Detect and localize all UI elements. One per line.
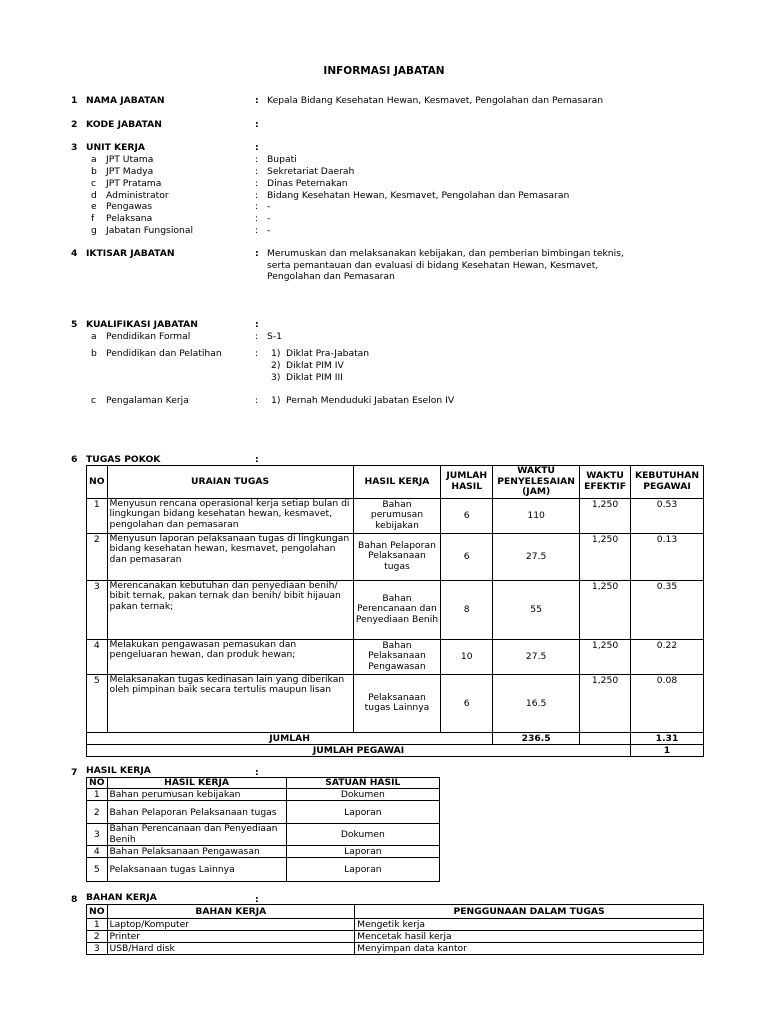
cell-jumlah: 6 xyxy=(441,674,493,732)
table-header-row xyxy=(87,778,440,789)
cell-uraian: Merencanakan kebutuhan dan penyediaan benih/ bibit ternak, pakan ternak dan benih/ bibit hijauan pakan ternak; xyxy=(107,580,353,639)
cell-hasil: Bahan perumusan kebijakan xyxy=(107,789,286,801)
bahan-kerja-table xyxy=(86,904,704,955)
cell-bahan: Laptop/Komputer xyxy=(107,919,355,931)
item-value: Bidang Kesehatan Hewan, Kesmavet, Pengolahan dan Pemasaran xyxy=(267,190,570,201)
cell-waktu: 110 xyxy=(493,498,580,533)
cell-uraian: Menyusun laporan pelaksanaan tugas di lingkungan bidang kesehatan hewan, kesmavet, pengolahan dan pemasaran xyxy=(107,533,353,580)
item-label: JPT Pratama xyxy=(106,178,162,189)
section-number: 8 xyxy=(71,894,78,905)
header-no: NO xyxy=(87,466,108,499)
cell-no: 5 xyxy=(87,674,108,732)
cell-efektif: 1,250 xyxy=(580,674,631,732)
cell-jumlah: 10 xyxy=(441,639,493,674)
item-letter: d xyxy=(91,190,97,201)
cell-no: 4 xyxy=(87,846,108,858)
item-value: - xyxy=(267,225,271,236)
cell-bahan: Printer xyxy=(107,931,355,943)
section-number: 3 xyxy=(71,142,78,153)
section-number: 2 xyxy=(71,119,78,130)
cell-hasil: Pelaksanaan tugas Lainnya xyxy=(107,858,286,882)
section-label: IKTISAR JABATAN xyxy=(86,248,175,259)
tugas-pokok-table xyxy=(86,465,704,757)
section-number: 7 xyxy=(71,767,78,778)
iktisar-line: Pengolahan dan Pemasaran xyxy=(267,271,395,282)
section-label: KUALIFIKASI JABATAN xyxy=(86,319,198,330)
cell-kebutuhan: 0.08 xyxy=(631,674,704,732)
cell-jumlah: 6 xyxy=(441,498,493,533)
section-number: 1 xyxy=(71,95,78,106)
cell-hasil: Bahan Perencanaan dan Penyediaan Benih xyxy=(353,580,441,639)
total-waktu: 236.5 xyxy=(493,732,580,744)
section-label: KODE JABATAN xyxy=(86,119,162,130)
header-hasil: HASIL KERJA xyxy=(107,778,286,789)
separator: : xyxy=(255,166,259,177)
item-value: Dinas Peternakan xyxy=(267,178,348,189)
cell-satuan: Laporan xyxy=(286,858,439,882)
cell-kebutuhan: 0.13 xyxy=(631,533,704,580)
cell-no: 4 xyxy=(87,639,108,674)
cell-guna: Mengetik kerja xyxy=(355,919,704,931)
cell-efektif: 1,250 xyxy=(580,533,631,580)
separator: : xyxy=(255,348,259,359)
item-value: - xyxy=(267,201,271,212)
separator: : xyxy=(255,213,259,224)
table-row xyxy=(87,789,440,801)
header-efektif: WAKTU EFEKTIF xyxy=(580,466,631,499)
section-number: 5 xyxy=(71,319,78,330)
separator: : xyxy=(255,319,259,330)
item-label: Pelaksana xyxy=(106,213,153,224)
jumlah-pegawai-label: JUMLAH PEGAWAI xyxy=(87,744,631,756)
separator: : xyxy=(255,225,259,236)
cell-guna: Menyimpan data kantor xyxy=(355,943,704,955)
table-row xyxy=(87,533,704,580)
cell-hasil: Bahan Pelaporan Pelaksanaan tugas xyxy=(353,533,441,580)
table-row xyxy=(87,931,704,943)
item-value: Sekretariat Daerah xyxy=(267,166,355,177)
section-number: 4 xyxy=(71,248,78,259)
pegawai-row xyxy=(87,744,704,756)
section-label: NAMA JABATAN xyxy=(86,95,165,106)
cell-uraian: Melaksanakan tugas kedinasan lain yang diberikan oleh pimpinan baik secara tertulis maupun lisan xyxy=(107,674,353,732)
item-label: Pengalaman Kerja xyxy=(106,395,189,406)
cell-jumlah: 8 xyxy=(441,580,493,639)
cell-no: 3 xyxy=(87,824,108,846)
cell-no: 3 xyxy=(87,580,108,639)
item-letter: c xyxy=(91,395,97,406)
separator: : xyxy=(255,201,259,212)
pengalaman-item: Pernah Menduduki Jabatan Eselon IV xyxy=(286,395,455,406)
section-label: TUGAS POKOK xyxy=(86,454,161,465)
table-row xyxy=(87,846,440,858)
separator: : xyxy=(255,454,259,465)
section-number: 6 xyxy=(71,454,78,465)
cell-efektif: 1,250 xyxy=(580,498,631,533)
item-letter: g xyxy=(91,225,97,236)
cell-bahan: USB/Hard disk xyxy=(107,943,355,955)
item-value: Bupati xyxy=(267,154,297,165)
header-kebutuhan: KEBUTUHAN PEGAWAI xyxy=(631,466,704,499)
header-satuan: SATUAN HASIL xyxy=(286,778,439,789)
cell-jumlah: 6 xyxy=(441,533,493,580)
nama-jabatan-value: Kepala Bidang Kesehatan Hewan, Kesmavet, Pengolahan dan Pemasaran xyxy=(267,95,604,106)
item-letter: a xyxy=(91,154,97,165)
cell-no: 1 xyxy=(87,789,108,801)
cell-satuan: Dokumen xyxy=(286,789,439,801)
table-row xyxy=(87,580,704,639)
section-label: UNIT KERJA xyxy=(86,142,146,153)
table-row xyxy=(87,674,704,732)
item-label: JPT Utama xyxy=(106,154,154,165)
table-row xyxy=(87,943,704,955)
separator: : xyxy=(255,119,259,130)
item-label: Pendidikan dan Pelatihan xyxy=(106,348,222,359)
cell-no: 3 xyxy=(87,943,108,955)
cell-uraian: Melakukan pengawasan pemasukan dan pengeluaran hewan, dan produk hewan; xyxy=(107,639,353,674)
cell-waktu: 27.5 xyxy=(493,533,580,580)
cell-kebutuhan: 0.53 xyxy=(631,498,704,533)
item-letter: a xyxy=(91,331,97,342)
list-number: 3) xyxy=(271,372,281,383)
diklat-item: Diklat Pra-Jabatan xyxy=(286,348,370,359)
table-row xyxy=(87,801,440,824)
cell-hasil: Pelaksanaan tugas Lainnya xyxy=(353,674,441,732)
page-title: INFORMASI JABATAN xyxy=(323,65,445,77)
cell-hasil: Bahan Pelaporan Pelaksanaan tugas xyxy=(107,801,286,824)
header-no: NO xyxy=(87,778,108,789)
separator: : xyxy=(255,894,259,905)
total-label: JUMLAH xyxy=(87,732,493,744)
iktisar-line: serta pemantauan dan evaluasi di bidang Kesehatan Hewan, Kesmavet, xyxy=(267,260,599,271)
item-letter: b xyxy=(91,166,97,177)
header-jumlah: JUMLAH HASIL xyxy=(441,466,493,499)
header-hasil: HASIL KERJA xyxy=(353,466,441,499)
header-uraian: URAIAN TUGAS xyxy=(107,466,353,499)
diklat-item: Diklat PIM IV xyxy=(286,360,344,371)
list-number: 1) xyxy=(271,395,281,406)
item-label: Pengawas xyxy=(106,201,153,212)
cell-hasil: Bahan Pelaksanaan Pengawasan xyxy=(353,639,441,674)
table-header-row xyxy=(87,466,704,499)
separator: : xyxy=(255,178,259,189)
cell-uraian: Menyusun rencana operasional kerja setiap bulan di lingkungan bidang kesehatan hewan, kesmavet, pengolahan dan pemasaran xyxy=(107,498,353,533)
separator: : xyxy=(255,154,259,165)
table-row xyxy=(87,639,704,674)
diklat-item: Diklat PIM III xyxy=(286,372,343,383)
item-label: JPT Madya xyxy=(106,166,154,177)
table-row xyxy=(87,498,704,533)
item-letter: b xyxy=(91,348,97,359)
separator: : xyxy=(255,95,259,106)
cell-hasil: Bahan Pelaksanaan Pengawasan xyxy=(107,846,286,858)
header-waktu: WAKTU PENYELESAIAN (JAM) xyxy=(493,466,580,499)
list-number: 1) xyxy=(271,348,281,359)
item-value: - xyxy=(267,213,271,224)
cell-waktu: 55 xyxy=(493,580,580,639)
cell-no: 2 xyxy=(87,533,108,580)
table-row xyxy=(87,824,440,846)
separator: : xyxy=(255,767,259,778)
cell-waktu: 16.5 xyxy=(493,674,580,732)
cell-efektif: 1,250 xyxy=(580,580,631,639)
cell-no: 1 xyxy=(87,919,108,931)
cell-no: 1 xyxy=(87,498,108,533)
cell-no: 2 xyxy=(87,801,108,824)
separator: : xyxy=(255,190,259,201)
separator: : xyxy=(255,331,259,342)
header-guna: PENGGUNAAN DALAM TUGAS xyxy=(355,905,704,919)
header-no: NO xyxy=(87,905,108,919)
item-label: Pendidikan Formal xyxy=(106,331,191,342)
cell-satuan: Laporan xyxy=(286,846,439,858)
cell-no: 2 xyxy=(87,931,108,943)
item-letter: c xyxy=(91,178,97,189)
total-row xyxy=(87,732,704,744)
separator: : xyxy=(255,248,259,259)
cell-satuan: Laporan xyxy=(286,801,439,824)
jumlah-pegawai-value: 1 xyxy=(631,744,704,756)
pendidikan-formal-value: S-1 xyxy=(267,331,282,342)
cell-no: 5 xyxy=(87,858,108,882)
cell-hasil: Bahan perumusan kebijakan xyxy=(353,498,441,533)
section-label: HASIL KERJA xyxy=(86,765,151,776)
separator: : xyxy=(255,142,259,153)
iktisar-line: Merumuskan dan melaksanakan kebijakan, dan pemberian bimbingan teknis, xyxy=(267,248,624,259)
cell-waktu: 27.5 xyxy=(493,639,580,674)
section-label: BAHAN KERJA xyxy=(86,892,157,903)
header-bahan: BAHAN KERJA xyxy=(107,905,355,919)
item-letter: e xyxy=(91,201,97,212)
list-number: 2) xyxy=(271,360,281,371)
cell-satuan: Dokumen xyxy=(286,824,439,846)
table-header-row xyxy=(87,905,704,919)
total-kebutuhan: 1.31 xyxy=(631,732,704,744)
item-label: Administrator xyxy=(106,190,169,201)
cell-guna: Mencetak hasil kerja xyxy=(355,931,704,943)
cell-hasil: Bahan Perencanaan dan Penyediaan Benih xyxy=(107,824,286,846)
cell-kebutuhan: 0.35 xyxy=(631,580,704,639)
item-letter: f xyxy=(91,213,95,224)
hasil-kerja-table xyxy=(86,777,440,882)
table-row xyxy=(87,858,440,882)
table-row xyxy=(87,919,704,931)
separator: : xyxy=(255,395,259,406)
item-label: Jabatan Fungsional xyxy=(106,225,194,236)
cell-efektif: 1,250 xyxy=(580,639,631,674)
cell-kebutuhan: 0.22 xyxy=(631,639,704,674)
